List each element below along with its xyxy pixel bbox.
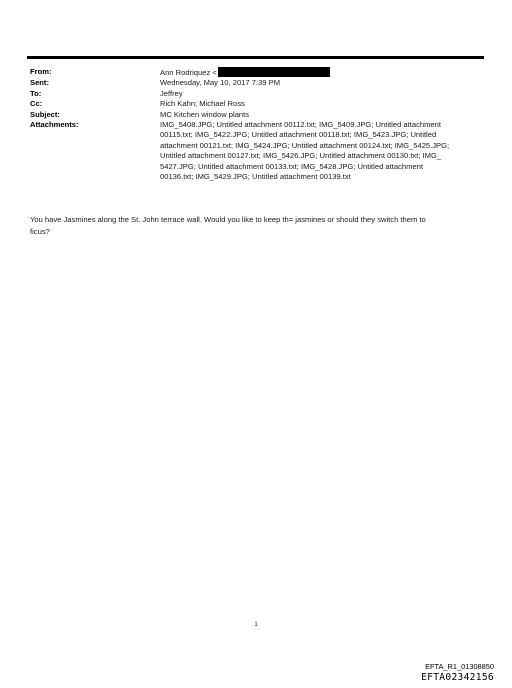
subject-value: MC Kitchen window plants (160, 109, 250, 119)
to-row (30, 89, 480, 99)
from-label: From: (30, 67, 52, 76)
body-line: ficus? (30, 227, 50, 236)
attachments-label: Attachments: (30, 120, 79, 130)
to-label: To: (30, 88, 42, 98)
to-value: Jeffrey (160, 88, 183, 98)
email-body (30, 214, 490, 238)
attachments-line: 00115.txt; IMG_5422.JPG; Untitled attachment 00118.txt; IMG_5423.JPG; Untitled (160, 130, 437, 140)
attachments-line: attachment 00121.txt; IMG_5424.JPG; Untitled attachment 00124.txt; IMG_5425.JPG; (160, 140, 450, 150)
email-header (30, 67, 480, 182)
from-row (30, 67, 480, 78)
attachments-line: 00136.txt; IMG_5429.JPG; Untitled attachment 00139.txt (160, 172, 351, 182)
document-reference-id: EFTA_R1_01308850 (425, 662, 494, 671)
page-number: 1 (254, 622, 258, 628)
from-value-text: Ann Rodriquez < (160, 68, 217, 77)
sent-value: Wednesday, May 10, 2017 7:39 PM (160, 78, 281, 88)
cc-label: Cc: (30, 99, 43, 109)
attachments-line: 5427.JPG; Untitled attachment 00133.txt; IMG_5428.JPG; Untitled attachment (160, 161, 423, 171)
redaction-block (218, 67, 330, 77)
header-divider-rule (27, 56, 484, 59)
subject-label: Subject: (30, 109, 60, 119)
sent-label: Sent: (30, 78, 49, 88)
attachments-list (160, 120, 480, 182)
document-bates-number: EFTA02342156 (421, 672, 494, 683)
sent-row (30, 78, 480, 88)
attachments-line: Untitled attachment 00127.txt; IMG_5426.JPG; Untitled attachment 00130.txt; IMG_ (160, 151, 442, 161)
attachments-line: IMG_5408.JPG; Untitled attachment 00112.txt; IMG_5409.JPG; Untitled attachment (160, 120, 441, 130)
body-line: You have Jasmines along the St. John terrace wall. Would you like to keep th= jasmines or should they switch them to (30, 215, 426, 224)
from-value (160, 67, 480, 78)
cc-value: Rich Kahn; Michael Ross (160, 99, 245, 109)
attachments-row (30, 120, 480, 182)
subject-row (30, 110, 480, 120)
cc-row (30, 99, 480, 109)
